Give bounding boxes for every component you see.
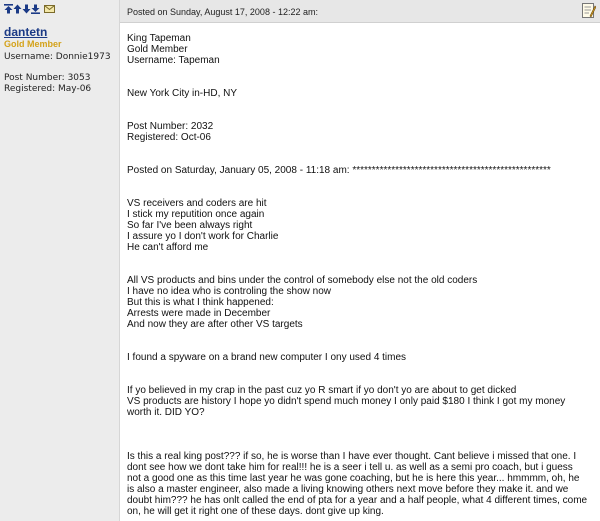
text-line: I have no idea who is controling the show now	[127, 286, 332, 297]
post-header	[120, 0, 600, 23]
post-date: Posted on Sunday, August 17, 2008 - 12:22 am:	[127, 7, 318, 17]
reply-line: dont see how we dont take him for real!!! he is a seer i tell u. as well as a semi pro coach, but i guess	[127, 462, 573, 473]
reply-line: on, he will get it right one of these days. dont give up king.	[127, 506, 384, 517]
text-line: VS products are history I hope yo didn't spend much money I only paid $180 I think I got my money	[127, 396, 566, 407]
text-line: He can't afford me	[127, 242, 209, 253]
author-post-number: Post Number: 3053	[4, 73, 91, 83]
reply-line: doubt him??? he has onlt called the end of pta for a year and a half people, what 4 different times, come	[127, 495, 588, 506]
author-username: Username: Donnie1973	[4, 52, 111, 62]
text-line: So far I've been always right	[127, 220, 253, 231]
quoted-post-date: Posted on Saturday, January 05, 2008 - 11:18 am: ***************************************************	[127, 165, 551, 176]
quote-line: Gold Member	[127, 44, 188, 55]
arrow-up-icon[interactable]	[13, 4, 22, 14]
post-body	[127, 33, 595, 517]
arrow-down-icon[interactable]	[31, 4, 40, 14]
quote-line: King Tapeman	[127, 33, 191, 44]
arrow-down-icon[interactable]	[22, 4, 31, 14]
text-line: worth it. DID YO?	[127, 407, 205, 418]
reply-line: is also a master engineer, also made a living knowing others next move before they make it. and we	[127, 484, 569, 495]
author-sidebar	[0, 0, 120, 521]
edit-post-icon[interactable]	[582, 3, 596, 19]
text-line: I assure yo I don't work for Charlie	[127, 231, 279, 242]
post-nav-icons	[4, 4, 55, 15]
text-line: I stick my reputition once again	[127, 209, 265, 220]
text-line: VS receivers and coders are hit	[127, 198, 267, 209]
arrow-up-icon[interactable]	[4, 4, 13, 14]
quote-line: Username: Tapeman	[127, 55, 220, 66]
quote-line: Registered: Oct-06	[127, 132, 211, 143]
envelope-icon[interactable]	[43, 4, 55, 14]
text-line: Arrests were made in December	[127, 308, 271, 319]
author-registered: Registered: May-06	[4, 84, 92, 94]
reply-line: Is this a real king post??? if so, he is worse than I have ever thought. Cant believe i missed that one. I	[127, 451, 577, 462]
quote-line: Post Number: 2032	[127, 121, 214, 132]
text-line: I found a spyware on a brand new computer I ony used 4 times	[127, 352, 407, 363]
post-content-column	[120, 0, 600, 521]
author-info	[4, 27, 111, 95]
author-name-link[interactable]: dantetn	[4, 25, 48, 39]
text-line: But this is what I think happened:	[127, 297, 274, 308]
reply-line: not a good one as this time last year he was gone coaching, but he is here this year... hmmmm, oh, he	[127, 473, 580, 484]
quote-location: New York City in-HD, NY	[127, 88, 238, 99]
author-rank: Gold Member	[4, 39, 62, 49]
text-line: And now they are after other VS targets	[127, 319, 303, 330]
text-line: All VS products and bins under the control of somebody else not the old coders	[127, 275, 478, 286]
text-line: If yo believed in my crap in the past cuz yo R smart if yo don't yo are about to get dicked	[127, 385, 517, 396]
